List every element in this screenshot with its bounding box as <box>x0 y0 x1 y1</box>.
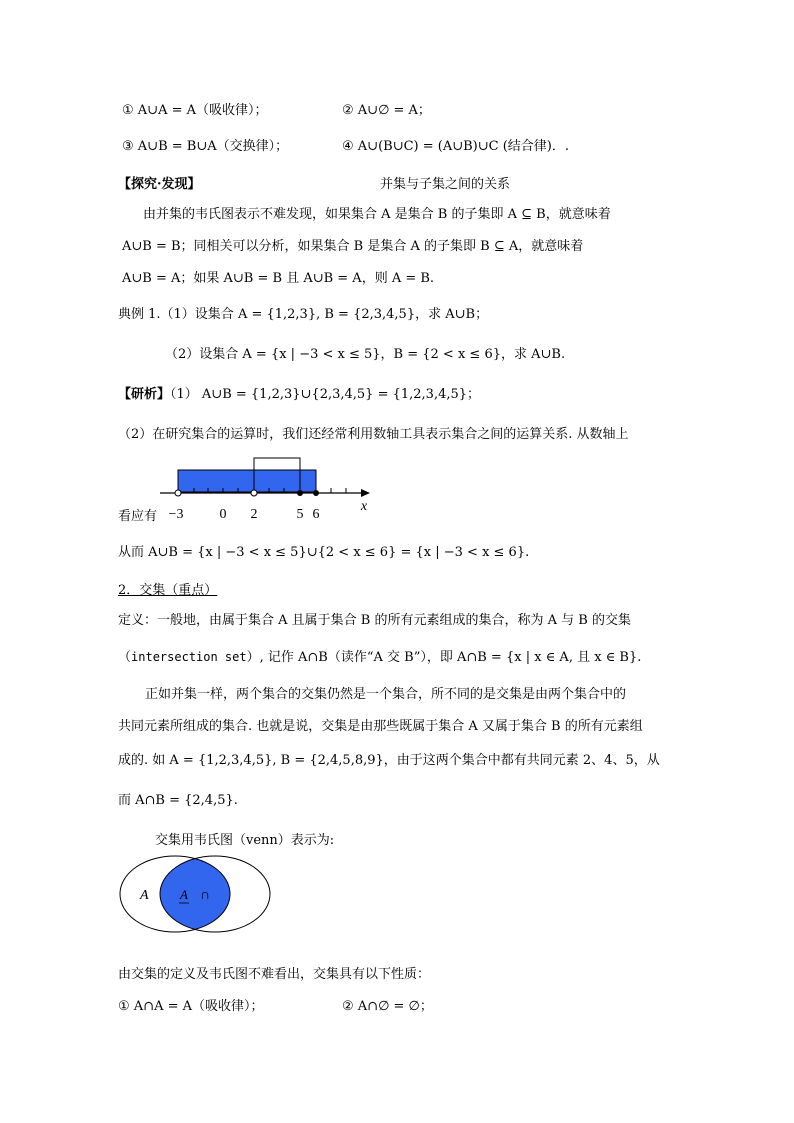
number-line <box>160 452 420 522</box>
tick-label-2: 2 <box>250 507 258 522</box>
intersection-def-1: 定义：一般地，由属于集合 A 且属于集合 B 的所有元素组成的集合，称为 A 与 B 的交集 <box>118 613 631 628</box>
explore-line-1: 由并集的韦氏图表示不难发现，如果集合 A 是集合 B 的子集即 A ⊆ B，就意味着 <box>143 207 611 222</box>
explore-tag: 【探究·发现】 <box>118 177 201 192</box>
tick-label-6: 6 <box>312 507 320 522</box>
analysis-a1-text: （1） A∪B = {1,2,3}∪{2,3,4,5} = {1,2,3,4,5}； <box>170 387 481 402</box>
closed-point-6 <box>313 490 319 496</box>
union-prop-4: ④ A∪(B∪C) = (A∪B)∪C (结合律)．. <box>342 139 569 154</box>
open-point-neg3 <box>175 490 181 496</box>
venn-intro: 交集用韦氏图（venn）表示为: <box>155 833 335 848</box>
def-paren-open: （ <box>118 650 132 665</box>
axis-label-x: x <box>360 499 368 514</box>
intersection-heading: 2．交集（重点） <box>118 583 218 598</box>
def-rest: ）, 记作 A∩B（读作“A 交 B”），即 A∩B = {x | x ∈ A, 且 x ∈ B}. <box>246 650 642 665</box>
venn-label-a: A <box>140 888 149 903</box>
analysis-a2: （2）在研究集合的运算时，我们还经常利用数轴工具表示集合之间的运算关系. 从数轴上 <box>118 427 629 442</box>
intersection-para-1: 正如并集一样，两个集合的交集仍然是一个集合，所不同的是交集是由两个集合中的 <box>145 687 627 702</box>
venn-diagram <box>118 852 278 936</box>
open-point-2 <box>251 490 257 496</box>
example-q1: 典例 1.（1）设集合 A = {1,2,3}, B = {2,3,4,5}，求 A∪B； <box>118 307 489 322</box>
axis-arrow <box>361 489 370 497</box>
intersection-prop-1: ① A∩A = A（吸收律）； <box>118 999 264 1014</box>
explore-line-3: A∪B = A；如果 A∪B = B 且 A∪B = A，则 A = B. <box>122 271 435 286</box>
union-prop-1: ① A∪A = A（吸收律）； <box>122 103 268 118</box>
analysis-result: 从而 A∪B = {x | −3 < x ≤ 5}∪{2 < x ≤ 6} = {x | −3 < x ≤ 6}. <box>118 545 530 560</box>
props-intro: 由交集的定义及韦氏图不难看出，交集具有以下性质： <box>118 967 431 982</box>
analysis-tag: 【研析】 <box>118 387 171 402</box>
union-prop-2: ② A∪∅ = A； <box>342 103 431 118</box>
intersection-def-2 <box>118 648 641 667</box>
tick-label-5: 5 <box>296 507 304 522</box>
tick-label-0: 0 <box>219 507 227 522</box>
intersection-para-4: 而 A∩B = {2,4,5}. <box>118 793 238 808</box>
explore-title: 并集与子集之间的关系 <box>380 177 511 192</box>
intersection-para-2: 共同元素所组成的集合. 也就是说，交集是由那些既属于集合 A 又属于集合 B 的所有元素组 <box>118 719 643 734</box>
union-prop-3: ③ A∪B = B∪A（交换律）； <box>122 139 289 154</box>
intersection-para-3: 成的. 如 A = {1,2,3,4,5}, B = {2,4,5,8,9}，由于这两个集合中都有共同元素 2、4、5，从 <box>118 753 660 768</box>
tick-label-neg3: −3 <box>168 507 184 522</box>
set-a-interval-fill <box>178 470 316 492</box>
analysis-a1 <box>118 386 480 404</box>
example-q2: （2）设集合 A = {x | −3 < x ≤ 5}，B = {2 < x ≤ 6}，求 A∪B. <box>165 347 566 362</box>
explore-line-2: A∪B = B；同相关可以分析，如果集合 B 是集合 A 的子集即 B ⊆ A，就意味着 <box>122 239 584 254</box>
venn-label-mid: A <box>180 887 188 902</box>
analysis-see: 看应有 <box>118 509 158 524</box>
closed-point-5 <box>297 490 303 496</box>
intersection-prop-2: ② A∩∅ = ∅； <box>342 999 433 1014</box>
def-intersection-set: intersection set <box>131 650 247 664</box>
venn-label-cap: ∩ <box>200 888 211 903</box>
